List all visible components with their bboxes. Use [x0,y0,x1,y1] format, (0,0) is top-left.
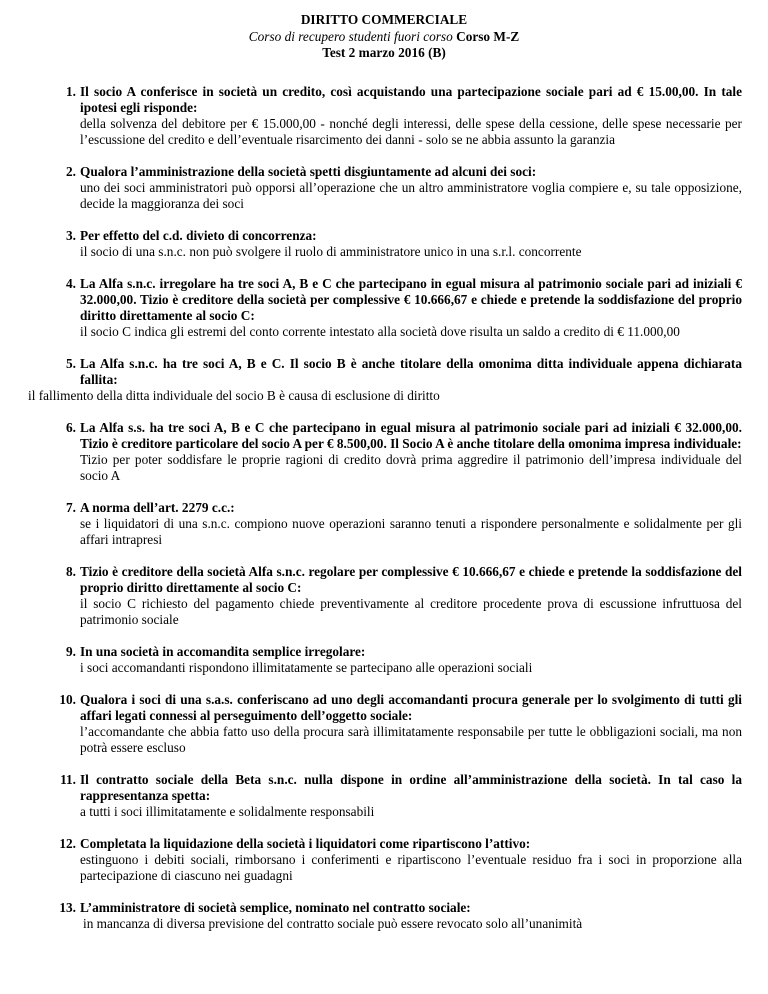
question-text: La Alfa s.n.c. irregolare ha tre soci A, B e C che partecipano in egual misura al patrimonio sociale pari ad iniziali € 32.000,00. Tizio è creditore della società per complessive € 10.666,67 e chiede e pretende la soddisfazione del proprio diritto direttamente al socio C: [80,276,742,323]
answer-text: della solvenza del debitore per € 15.000,00 - nonché degli interessi, delle spese della cessione, delle spese necessarie per l’escussione del credito e dell’eventuale risarcimento dei danni - solo se ne abbia assunto la garanzia [80,116,742,147]
question-text: Completata la liquidazione della società i liquidatori come ripartiscono l’attivo: [80,836,531,851]
question-number: 5. [66,356,76,371]
question-number: 11. [60,772,76,787]
answer-text: il socio di una s.n.c. non può svolgere il ruolo di amministratore unico in una s.r.l. concorrente [80,244,582,259]
question-number: 13. [59,900,76,915]
question-text: Il contratto sociale della Beta s.n.c. nulla dispone in ordine all’amministrazione della società. In tal caso la rappresentanza spetta: [80,772,742,803]
question-number: 9. [66,644,76,659]
question-item [28,500,742,548]
question-item [28,420,742,484]
answer-text: in mancanza di diversa previsione del contratto sociale può essere revocato solo all’unanimità [83,916,583,931]
answer-text: se i liquidatori di una s.n.c. compiono nuove operazioni saranno tenuti a rispondere personalmente e solidalmente per gli affari intrapresi [80,516,742,547]
question-number: 12. [59,836,76,851]
course-subtitle [0,29,768,46]
question-item [28,356,742,404]
question-number: 4. [66,276,76,291]
question-item [28,772,742,820]
question-item [28,644,742,676]
question-item [28,84,742,148]
answer-text: i soci accomandanti rispondono illimitatamente se partecipano alle operazioni sociali [80,660,533,675]
question-text: La Alfa s.s. ha tre soci A, B e C che partecipano in egual misura al patrimonio sociale pari ad iniziali € 32.000,00. Tizio è creditore particolare del socio A per € 8.500,00. Il Socio A è anche titolare della omonima impresa individuale: [80,420,742,451]
question-number: 7. [66,500,76,515]
question-text: Per effetto del c.d. divieto di concorrenza: [80,228,317,243]
question-text: Qualora i soci di una s.a.s. conferiscano ad uno degli accomandanti procura generale per lo svolgimento di tutti gli affari legati connessi al perseguimento dell’oggetto sociale: [80,692,742,723]
question-text: Tizio è creditore della società Alfa s.n.c. regolare per complessive € 10.666,67 e chiede e pretende la soddisfazione del proprio diritto direttamente al socio C: [80,564,742,595]
question-item [28,228,742,260]
answer-text: a tutti i soci illimitatamente e solidalmente responsabili [80,804,375,819]
question-item [28,164,742,212]
answer-text: il socio C indica gli estremi del conto corrente intestato alla società dove risulta un saldo a credito di € 11.000,00 [80,324,680,339]
question-number: 1. [66,84,76,99]
answer-text: il socio C richiesto del pagamento chiede preventivamente al creditore procedente prova di escussione infruttuosa del patrimonio sociale [80,596,742,627]
course-subtitle-italic: Corso di recupero studenti fuori corso [248,28,453,44]
question-number: 8. [66,564,76,579]
test-date: Test 2 marzo 2016 (B) [322,45,446,60]
answer-text: estinguono i debiti sociali, rimborsano i conferimenti e ripartiscono l’eventuale residuo fra i soci in proporzione alla partecipazione di ciascuno nei guadagni [80,852,742,883]
question-text: La Alfa s.n.c. ha tre soci A, B e C. Il socio B è anche titolare della omonima ditta individuale appena dichiarata fallita: [80,356,742,387]
question-item [28,692,742,756]
document-header [0,12,768,62]
question-number: 3. [66,228,76,243]
question-text: L’amministratore di società semplice, nominato nel contratto sociale: [80,900,471,915]
question-text: In una società in accomandita semplice irregolare: [80,644,366,659]
question-item [28,564,742,628]
question-number: 2. [66,164,76,179]
answer-text: il fallimento della ditta individuale del socio B è causa di esclusione di diritto [28,388,440,403]
answer-text: uno dei soci amministratori può opporsi all’operazione che un altro amministratore voglia compiere e, su tale opposizione, decide la maggioranza dei soci [80,180,742,211]
answer-text: l’accomandante che abbia fatto uso della procura sarà illimitatamente responsabile per tutte le obbligazioni sociali, ma non potrà essere escluso [80,724,742,755]
question-text: Qualora l’amministrazione della società spetti disgiuntamente ad alcuni dei soci: [80,164,537,179]
course-subtitle-bold: Corso M-Z [452,28,520,44]
question-item [28,836,742,884]
question-list [28,84,742,948]
question-number: 6. [66,420,76,435]
question-item [28,276,742,340]
document-title: DIRITTO COMMERCIALE [300,12,468,27]
question-item [28,900,742,932]
question-text: A norma dell’art. 2279 c.c.: [80,500,235,515]
question-text: Il socio A conferisce in società un credito, così acquistando una partecipazione sociale pari ad € 15.00,00. In tale ipotesi egli risponde: [80,84,742,115]
question-number: 10. [59,692,76,707]
answer-text: Tizio per poter soddisfare le proprie ragioni di credito dovrà prima aggredire il patrimonio dell’impresa individuale del socio A [80,452,742,483]
